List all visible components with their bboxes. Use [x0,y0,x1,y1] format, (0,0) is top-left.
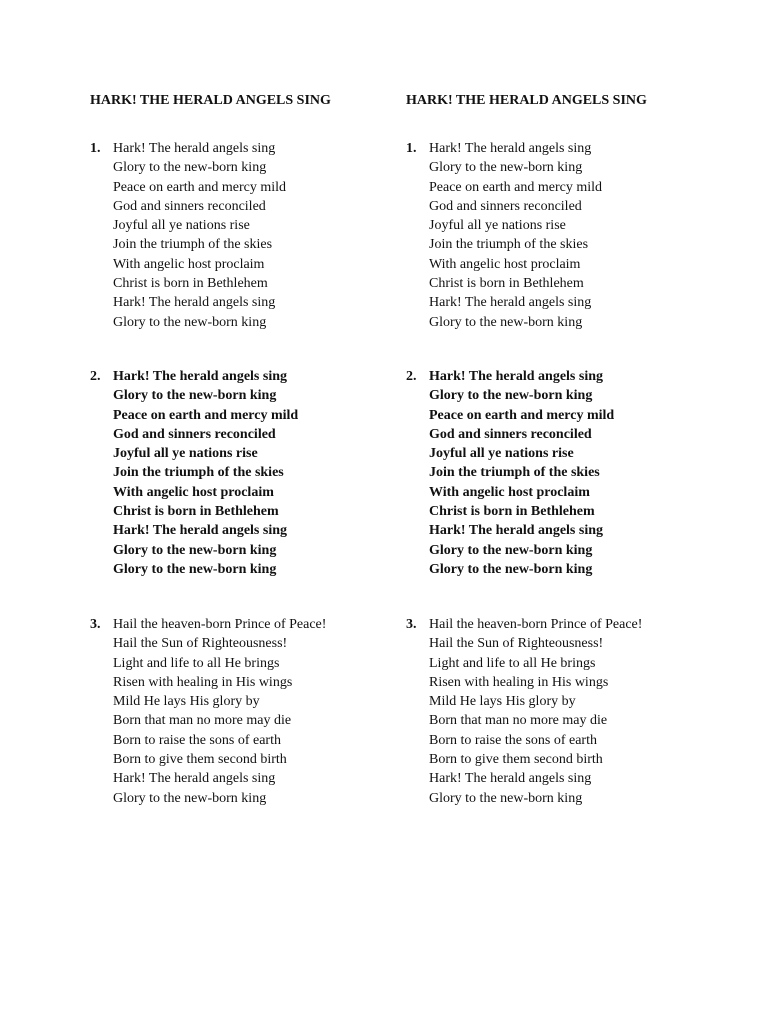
verse-line: Hark! The herald angels sing [429,141,592,156]
verse-line: Join the triumph of the skies [429,465,600,481]
verse-line: Join the triumph of the skies [113,237,273,253]
hymn-title: HARK! THE HERALD ANGELS SING [406,93,647,108]
verse-line: Glory to the new-born king [429,790,583,806]
verse-line: Glory to the new-born king [113,314,267,330]
verse-line: Joyful all ye nations rise [113,218,250,234]
verse-number: 1. [406,141,417,156]
verse-line: Hail the Sun of Righteousness! [429,636,604,652]
verse-line: Born to raise the sons of earth [429,732,597,748]
verse-line: Hark! The herald angels sing [113,771,276,787]
verse-line: Glory to the new-born king [113,561,277,577]
verse-line: Christ is born in Bethlehem [113,504,279,520]
verse-line: Hark! The herald angels sing [113,369,287,384]
verse-line: Glory to the new-born king [429,160,583,176]
verse-line: Hail the heaven-born Prince of Peace! [429,617,643,632]
verse-line: Glory to the new-born king [429,314,583,330]
verse-line: Joyful all ye nations rise [113,446,258,462]
verse-line: Christ is born in Bethlehem [429,504,595,520]
right-column [406,92,736,806]
verse-line: Hail the Sun of Righteousness! [113,636,288,652]
verse-line: Hark! The herald angels sing [429,369,603,384]
verse-1 [90,139,286,332]
verse-line: Glory to the new-born king [113,790,267,806]
verse-line: Hark! The herald angels sing [113,295,276,311]
verse-line: With angelic host proclaim [113,256,265,272]
verse-line: Hail the heaven-born Prince of Peace! [113,617,327,632]
verse-line: God and sinners reconciled [429,426,592,442]
verse-line: Hark! The herald angels sing [429,295,592,311]
verse-number: 3. [90,617,101,632]
verse-line: Join the triumph of the skies [113,465,284,481]
verse-line: Hark! The herald angels sing [429,523,603,539]
verse-line: Hark! The herald angels sing [429,771,592,787]
verse-line: Mild He lays His glory by [429,694,576,710]
verse-line: Hark! The herald angels sing [113,523,287,539]
verse-number: 2. [406,369,417,384]
verse-line: God and sinners reconciled [113,198,266,214]
verse-line: Hark! The herald angels sing [113,141,276,156]
verse-line: Glory to the new-born king [429,561,593,577]
left-column [90,92,420,806]
verse-line: Christ is born in Bethlehem [113,276,268,292]
verse-line: Joyful all ye nations rise [429,218,566,234]
verse-line: Risen with healing in His wings [113,674,293,690]
verse-line: Born to raise the sons of earth [113,732,281,748]
hymn-title: HARK! THE HERALD ANGELS SING [90,93,331,108]
verse-2 [406,367,614,579]
verse-line: Glory to the new-born king [429,542,593,558]
verse-line: Glory to the new-born king [113,388,277,404]
verse-line: Joyful all ye nations rise [429,446,574,462]
verse-line: Join the triumph of the skies [429,237,589,253]
verse-line: Born that man no more may die [113,713,292,729]
verse-line: Peace on earth and mercy mild [113,179,286,195]
verse-line: Peace on earth and mercy mild [429,179,602,195]
verse-line: Light and life to all He brings [429,655,596,671]
verse-number: 2. [90,369,101,384]
verse-line: Glory to the new-born king [113,160,267,176]
verse-line: Light and life to all He brings [113,655,280,671]
verse-line: God and sinners reconciled [429,198,582,214]
verse-3 [90,615,326,808]
verse-3 [406,615,642,808]
verse-1 [406,139,602,332]
verse-line: Glory to the new-born king [113,542,277,558]
verse-line: Glory to the new-born king [429,388,593,404]
verse-line: With angelic host proclaim [429,484,590,500]
verse-line: Mild He lays His glory by [113,694,260,710]
verse-line: Born to give them second birth [113,752,287,768]
verse-line: God and sinners reconciled [113,426,276,442]
verse-line: Christ is born in Bethlehem [429,276,584,292]
verse-2 [90,367,298,579]
verse-number: 3. [406,617,417,632]
verse-line: Peace on earth and mercy mild [429,407,615,423]
verse-line: With angelic host proclaim [113,484,274,500]
verse-line: Peace on earth and mercy mild [113,407,299,423]
verse-line: Born that man no more may die [429,713,608,729]
verse-line: With angelic host proclaim [429,256,581,272]
verse-number: 1. [90,141,101,156]
verse-line: Risen with healing in His wings [429,674,609,690]
verse-line: Born to give them second birth [429,752,603,768]
